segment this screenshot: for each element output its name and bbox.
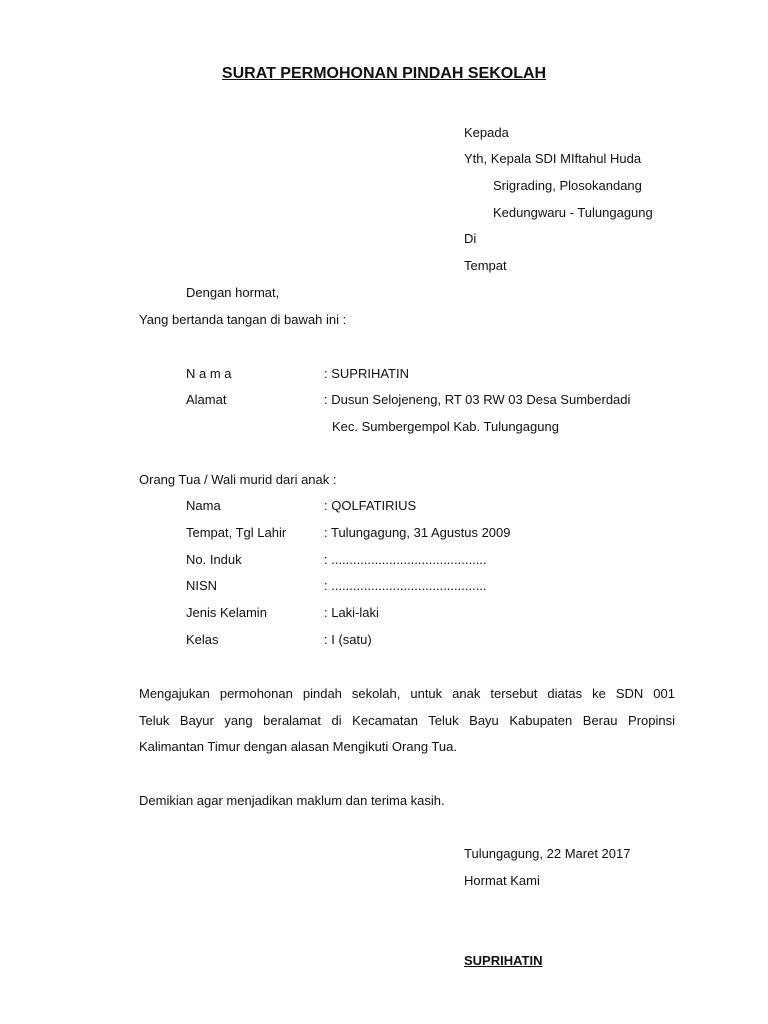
child-field-label: NISN: [186, 578, 218, 593]
applicant-address-label: Alamat: [186, 392, 227, 407]
intro-line: Yang bertanda tangan di bawah ini :: [139, 312, 347, 327]
applicant-address-value: : Dusun Selojeneng, RT 03 RW 03 Desa Sumberdadi: [324, 392, 631, 407]
child-field-label: Nama: [186, 498, 221, 513]
child-field-value: : Tulungagung, 31 Agustus 2009: [324, 525, 511, 540]
closing-line: Demikian agar menjadikan maklum dan terima kasih.: [139, 793, 445, 808]
child-field-label: Kelas: [186, 632, 219, 647]
recipient-kepada: Kepada: [464, 125, 509, 140]
child-field-value: : ...........................................: [324, 578, 487, 593]
recipient-di: Di: [464, 231, 477, 246]
child-field-value: : QOLFATIRIUS: [324, 498, 417, 513]
signature-regards: Hormat Kami: [464, 873, 540, 888]
body-line-3: Kalimantan Timur dengan alasan Mengikuti Orang Tua.: [139, 739, 457, 754]
body-line-1: Mengajukan permohonan pindah sekolah, untuk anak tersebut diatas ke SDN 001: [139, 686, 675, 701]
recipient-tempat: Tempat: [464, 258, 507, 273]
applicant-name-value: : SUPRIHATIN: [324, 366, 409, 381]
child-field-label: Tempat, Tgl Lahir: [186, 525, 287, 540]
applicant-name-label: N a m a: [186, 366, 232, 381]
signature-place-date: Tulungagung, 22 Maret 2017: [464, 846, 631, 861]
child-field-value: : Laki-laki: [324, 605, 379, 620]
signature-name: SUPRIHATIN: [464, 953, 543, 968]
child-field-label: Jenis Kelamin: [186, 605, 267, 620]
letter-title: SURAT PERMOHONAN PINDAH SEKOLAH: [221, 65, 547, 82]
recipient-line-2: Srigrading, Plosokandang: [493, 178, 642, 193]
recipient-line-3: Kedungwaru - Tulungagung: [493, 205, 653, 220]
child-field-value: : ...........................................: [324, 552, 487, 567]
child-field-label: No. Induk: [186, 552, 242, 567]
applicant-address-value-2: Kec. Sumbergempol Kab. Tulungagung: [332, 419, 559, 434]
greeting: Dengan hormat,: [186, 285, 280, 300]
child-field-value: : I (satu): [324, 632, 372, 647]
recipient-line-1: Yth, Kepala SDI MIftahul Huda: [464, 151, 642, 166]
child-intro: Orang Tua / Wali murid dari anak :: [139, 472, 337, 487]
body-line-2: Teluk Bayur yang beralamat di Kecamatan Teluk Bayu Kabupaten Berau Propinsi: [139, 713, 675, 728]
